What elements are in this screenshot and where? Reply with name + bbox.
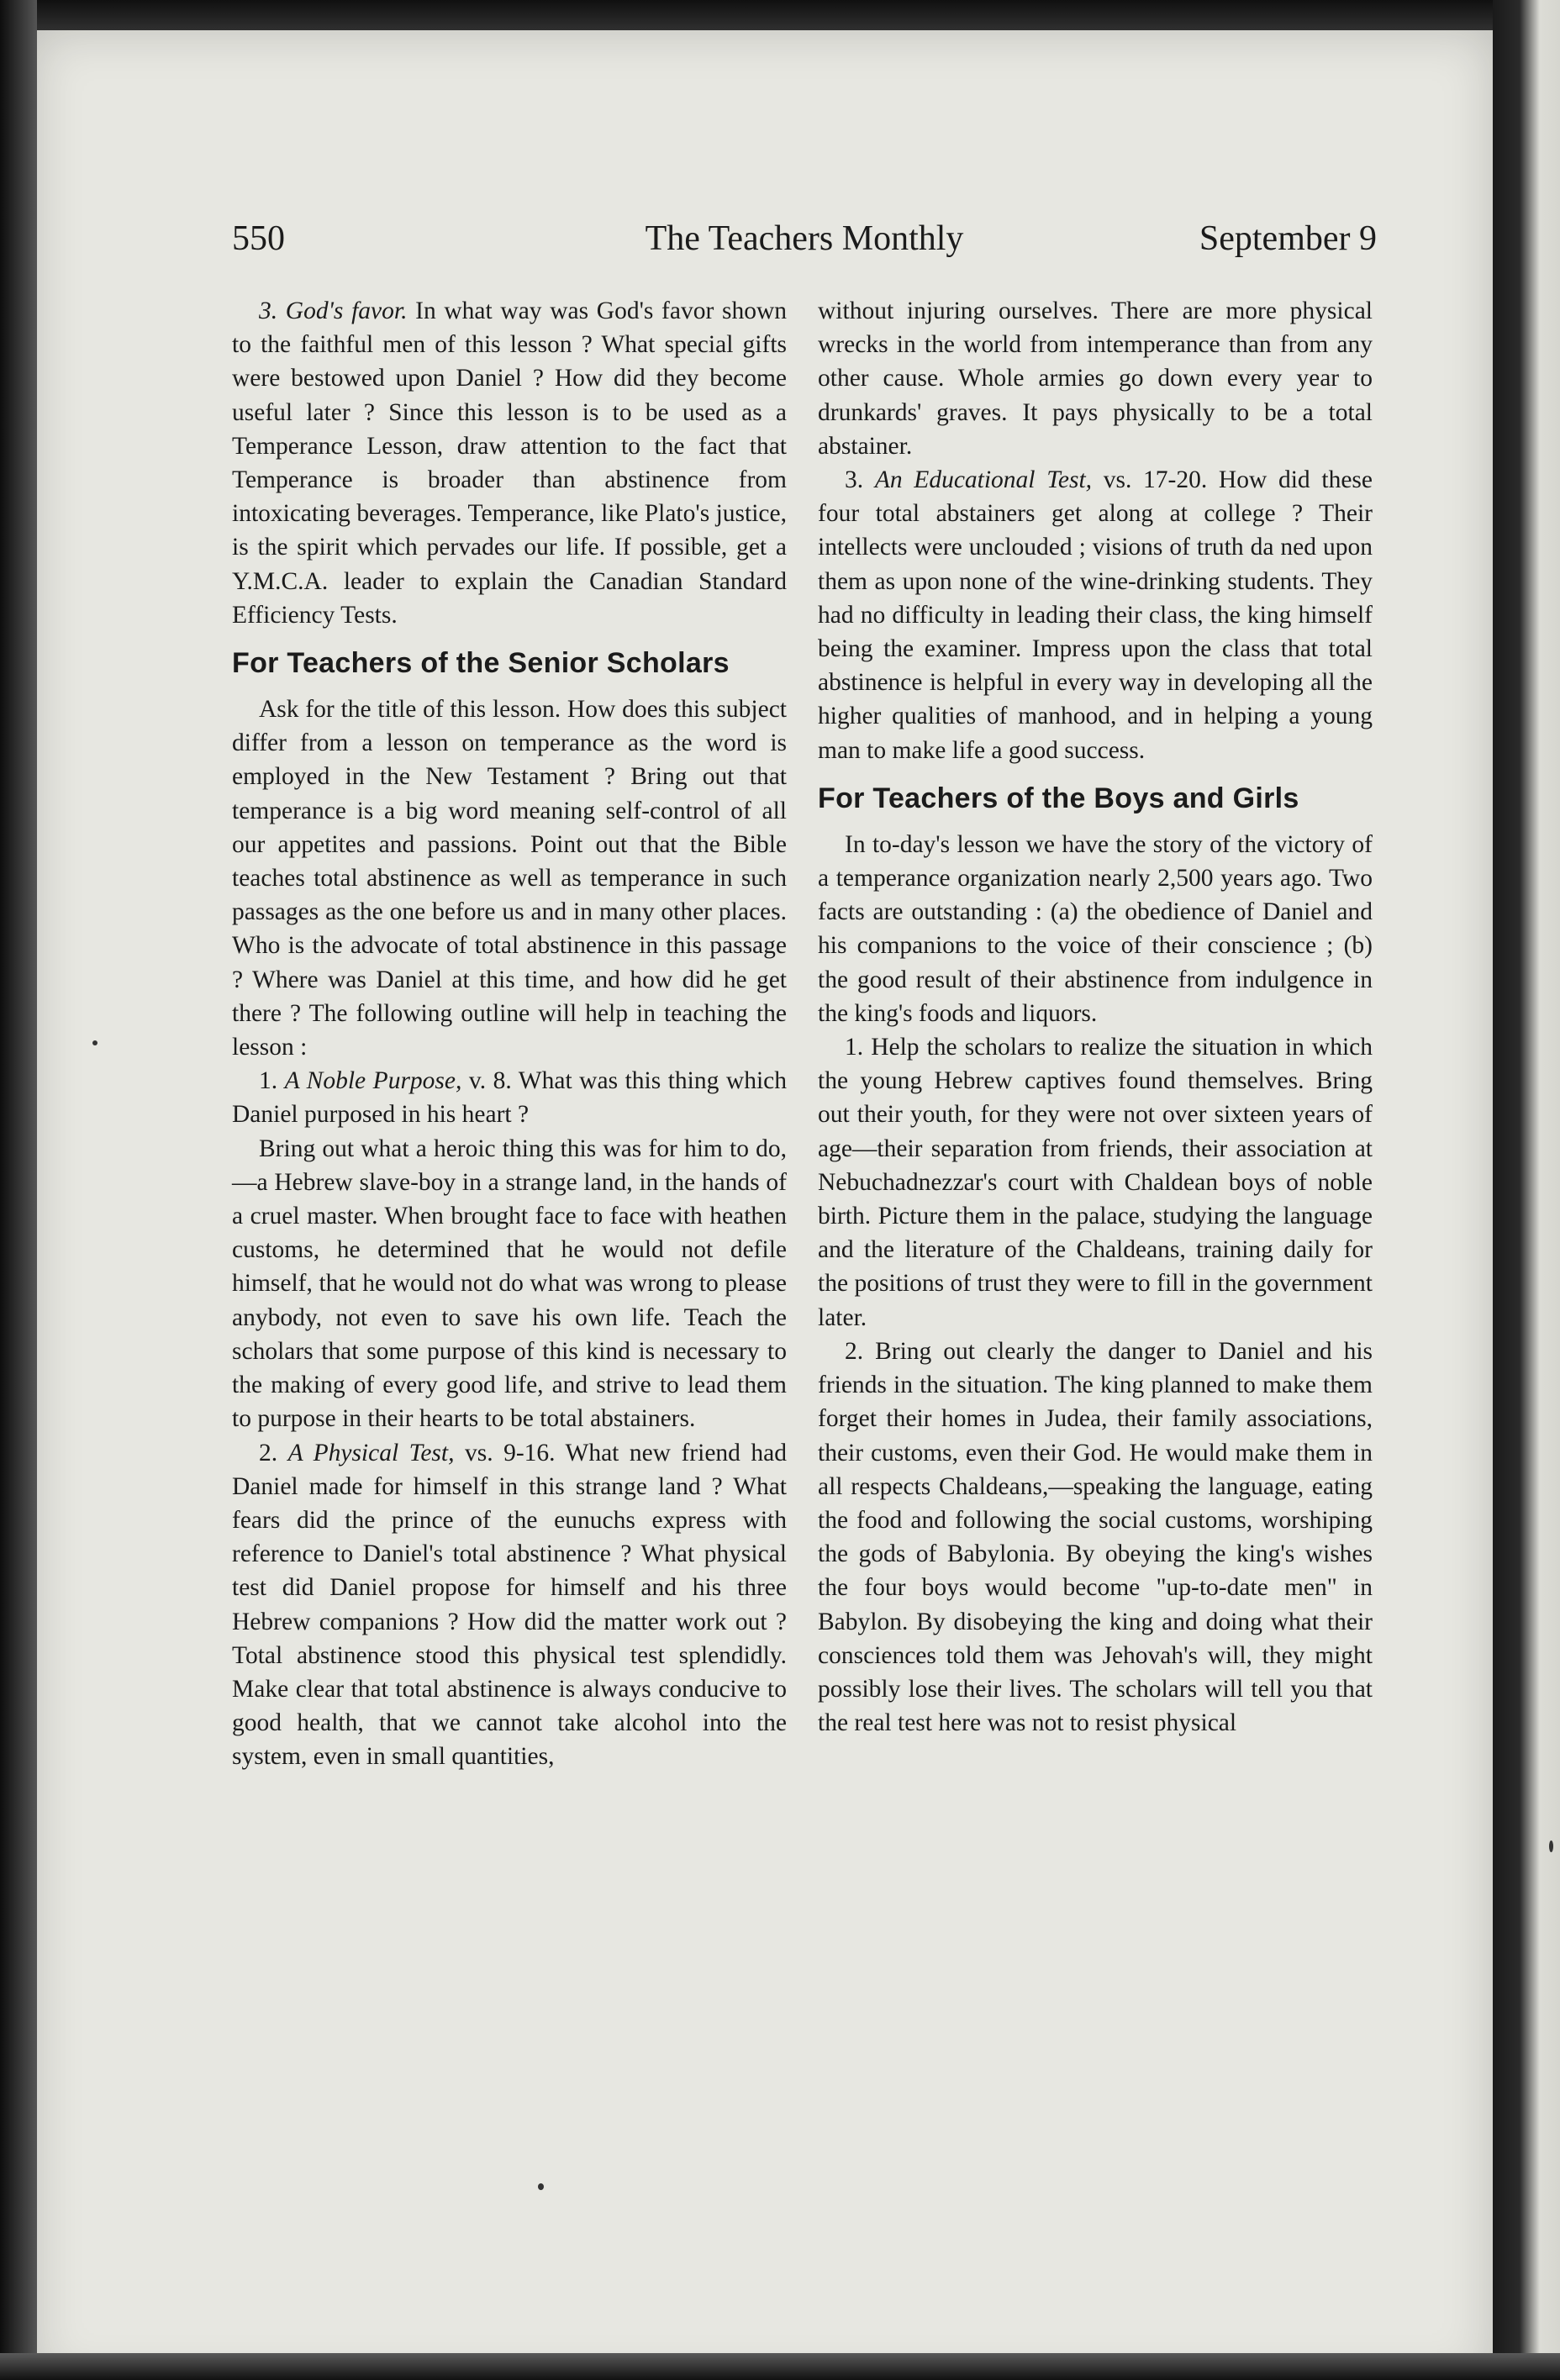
scan-bottom-edge	[0, 2353, 1560, 2380]
ink-speck	[538, 2183, 544, 2190]
ink-speck	[92, 1040, 98, 1045]
left-column	[232, 294, 787, 1774]
italic-label: A Physical Test,	[287, 1439, 455, 1466]
right-column	[818, 294, 1373, 1740]
paragraph-danger: 2. Bring out clearly the danger to Daniel and his friends in the situation. The king planned to make them forget their homes in Judea, their family associations, their customs, even their God. He would make them in all respects Chaldeans,—speaking the language, eating the food and following the social customs, worshiping the gods of Babylonia. By obeying the king's wishes the four boys would become "up-to-date men" in Babylon. By disobeying the king and doing what their consciences told them was Jehovah's will, they might possibly lose their lives. The scholars will tell you that the real test here was not to resist physical	[818, 1337, 1373, 1737]
paragraph-physical-test	[232, 1436, 787, 1774]
facing-page-edge	[1493, 0, 1560, 2380]
item-number: 3.	[845, 466, 875, 494]
section-heading-boys-and-girls: For Teachers of the Boys and Girls	[818, 782, 1299, 814]
item-number: 1.	[259, 1067, 285, 1095]
italic-label: A Noble Purpose,	[284, 1067, 462, 1095]
italic-label: 3. God's favor.	[259, 298, 408, 324]
scan-left-edge	[0, 0, 37, 2380]
paragraph-boys-intro: In to-day's lesson we have the story of the victory of a temperance organization nearly 2,500 years ago. Two facts are outstanding : (a) the obedience of Daniel and his companions to the voice of their conscience ; (b) the good result of their abstinence from indulgence in the king's foods and liquors.	[818, 830, 1373, 1027]
section-heading-senior-scholars: For Teachers of the Senior Scholars	[232, 647, 730, 680]
paragraph-text: vs. 9-16. What new friend had Daniel made for himself in this strange land ? What fears did the prince of the eunuchs express with reference to Daniel's total abstinence ? What physical test did Daniel propose for himself and his three Hebrew companions ? How did the matter work out ? Total abstinence stood this physical test splendidly. Make clear that total abstinence is always conducive to good health, that we cannot take alcohol into the system, even in small quantities,	[232, 1439, 787, 1771]
journal-title: The Teachers Monthly	[645, 219, 964, 258]
issue-date: September 9	[1199, 219, 1377, 258]
paragraph-text: v. 8. What was this thing which Daniel purposed in his heart ?	[232, 1067, 788, 1129]
paragraph-help-scholars: 1. Help the scholars to realize the situation in which the young Hebrew captives found themselves. Bring out their youth, for they were not over sixteen years of age—their separation from friends, their association at Nebuchadnezzar's court with Chaldean boys of noble birth. Picture them in the palace, studying the language and the literature of the Chaldeans, training daily for the positions of trust they were to fill in the government later.	[818, 1034, 1373, 1331]
paragraph-text: In what way was God's favor shown to the faithful men of this lesson ? What special gifts were bestowed upon Daniel ? How did they become useful later ? Since this lesson is to be used as a Temperance Lesson, draw attention to the fact that Temperance is broader than abstinence from intoxicating beverages. Temperance, like Plato's justice, is the spirit which pervades our life. If possible, get a Y.M.C.A. leader to explain the Canadian Standard Efficiency Tests.	[232, 298, 787, 629]
page-number: 550	[232, 219, 285, 258]
paragraph-heroic: Bring out what a heroic thing this was for him to do,—a Hebrew slave-boy in a strange land, in the hands of a cruel master. When brought face to face with heathen customs, he determined that he would not defile himself, that he would not do what was wrong to please anybody, not even to save his own life. Teach the scholars that some purpose of this kind is necessary to the making of every good life, and strive to lead them to purpose in their hearts to be total abstainers.	[232, 1135, 787, 1433]
paragraph-senior-intro: Ask for the title of this lesson. How does this subject differ from a lesson on temperance as the word is employed in the New Testament ? Bring out that temperance is a big word meaning self-control of all our appetites and passions. Point out that the Bible teaches total abstinence as well as temperance in such passages as the one before us and in many other places. Who is the advocate of total abstinence in this passage ? Where was Daniel at this time, and how did he get there ? The following outline will help in teaching the lesson :	[232, 696, 787, 1061]
item-number: 2.	[259, 1439, 288, 1466]
paragraph-educational-test	[818, 463, 1373, 767]
paragraph-noble-purpose	[232, 1064, 787, 1131]
paragraph-gods-favor	[232, 294, 787, 632]
running-header	[232, 219, 1377, 269]
italic-label: An Educational Test,	[874, 466, 1093, 494]
ink-speck	[1549, 1840, 1553, 1852]
paragraph-text: vs. 17-20. How did these four total abstainers get along at college ? Their intellects were unclouded ; visions of truth da ned upon them as upon none of the wine-drinking students. They had no difficulty in leading their class, the king himself being the examiner. Impress upon the class that total abstinence is helpful in every way in developing all the higher qualities of manhood, and in helping a young man to make life a good success.	[818, 466, 1373, 764]
paragraph-continuation: without injuring ourselves. There are more physical wrecks in the world from intemperance than from any other cause. Whole armies go down every year to drunkards' graves. It pays physically to be a total abstainer.	[818, 298, 1373, 460]
